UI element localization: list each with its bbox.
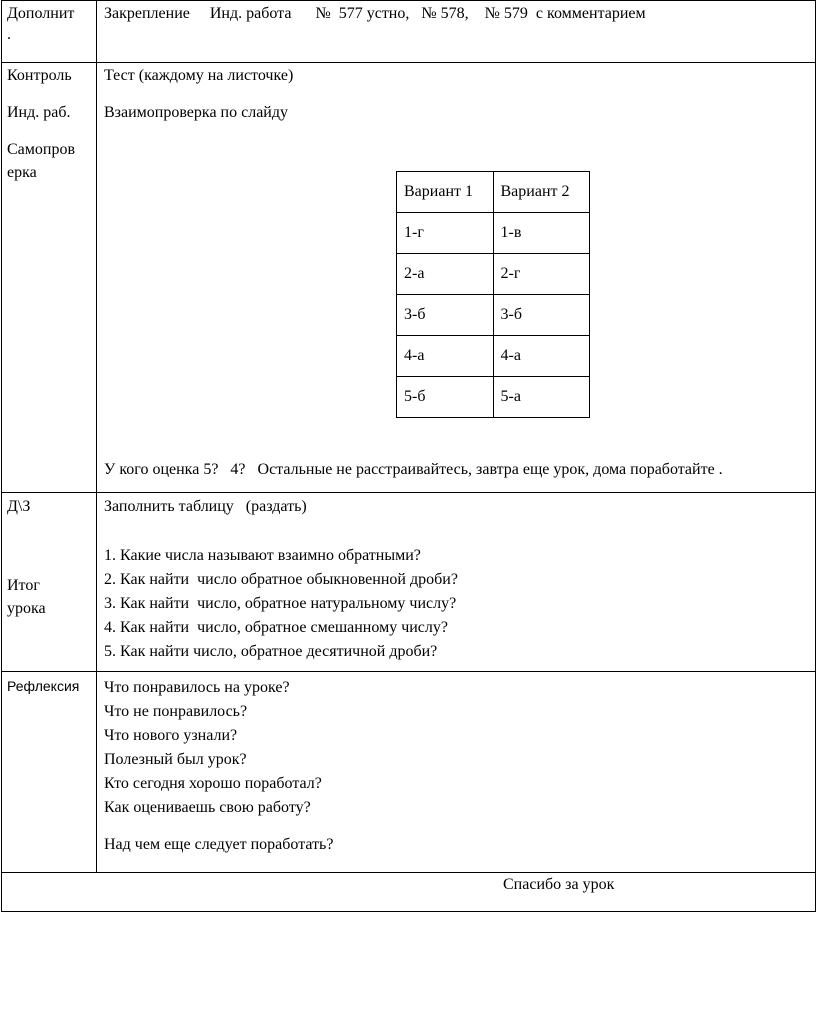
row-divider [1,671,816,672]
table-border-bottom [1,911,816,912]
reflection-final-question: Над чем еще следует поработать? [104,836,334,853]
reflection-question: Полезный был урок? [104,751,247,768]
row-label-control: Контроль [7,67,72,84]
row-label-summary: Итог [7,577,40,594]
table-row [397,172,590,213]
row-label-self-check-cont: ерка [7,164,37,181]
row-divider [1,492,816,493]
answer-key-table [396,171,590,418]
table-row [397,336,590,377]
reflection-question: Кто сегодня хорошо поработал? [104,775,322,792]
table-row [397,295,590,336]
row-label-reflection: Рефлексия [7,678,80,694]
answer-header-variant-2: Вариант 2 [493,172,590,213]
question-item: 3. Как найти число, обратное натуральному числу? [104,595,457,612]
reflection-question: Как оцениваешь свою работу? [104,799,311,816]
grade-note: У кого оценка 5? 4? Остальные не расстраивайтесь, завтра еще урок, дома поработайте . [104,461,723,478]
row-divider [1,62,816,63]
table-border-top [1,0,816,1]
reflection-question: Что понравилось на уроке? [104,679,290,696]
row-label-self-check: Самопров [7,141,76,158]
table-border-left [1,0,2,912]
answer-header-variant-1: Вариант 1 [397,172,494,213]
question-item: 1. Какие числа называют взаимно обратными? [104,547,421,564]
answer-cell: 4-а [493,336,590,377]
row-label-individual-work: Инд. раб. [7,104,71,121]
homework-task: Заполнить таблицу (раздать) [104,498,307,515]
row-divider [1,872,816,873]
row-label-homework: Д\З [7,498,31,515]
answer-cell: 1-в [493,213,590,254]
reflection-question: Что нового узнали? [104,727,238,744]
table-row [397,377,590,418]
answer-cell: 3-б [397,295,494,336]
question-item: 2. Как найти число обратное обыкновенной дроби? [104,571,458,588]
question-item: 5. Как найти число, обратное десятичной дроби? [104,643,438,660]
answer-cell: 5-а [493,377,590,418]
extra-content: Закрепление Инд. работа № 577 устно, № 578, № 579 с комментарием [104,5,646,22]
answer-cell: 5-б [397,377,494,418]
control-test-line: Тест (каждому на листочке) [104,67,294,84]
answer-cell: 2-а [397,254,494,295]
answer-cell: 1-г [397,213,494,254]
row-label-summary-cont: урока [7,600,46,617]
row-label-extra: Дополнит [7,5,75,22]
closing-thanks: Спасибо за урок [503,876,615,893]
control-peer-check-line: Взаимопроверка по слайду [104,104,288,121]
row-label-extra-cont: . [7,26,11,43]
table-row [397,254,590,295]
question-item: 4. Как найти число, обратное смешанному числу? [104,619,448,636]
answer-cell: 4-а [397,336,494,377]
answer-cell: 3-б [493,295,590,336]
column-divider [96,0,97,873]
reflection-question: Что не понравилось? [104,703,248,720]
answer-cell: 2-г [493,254,590,295]
table-row [397,213,590,254]
